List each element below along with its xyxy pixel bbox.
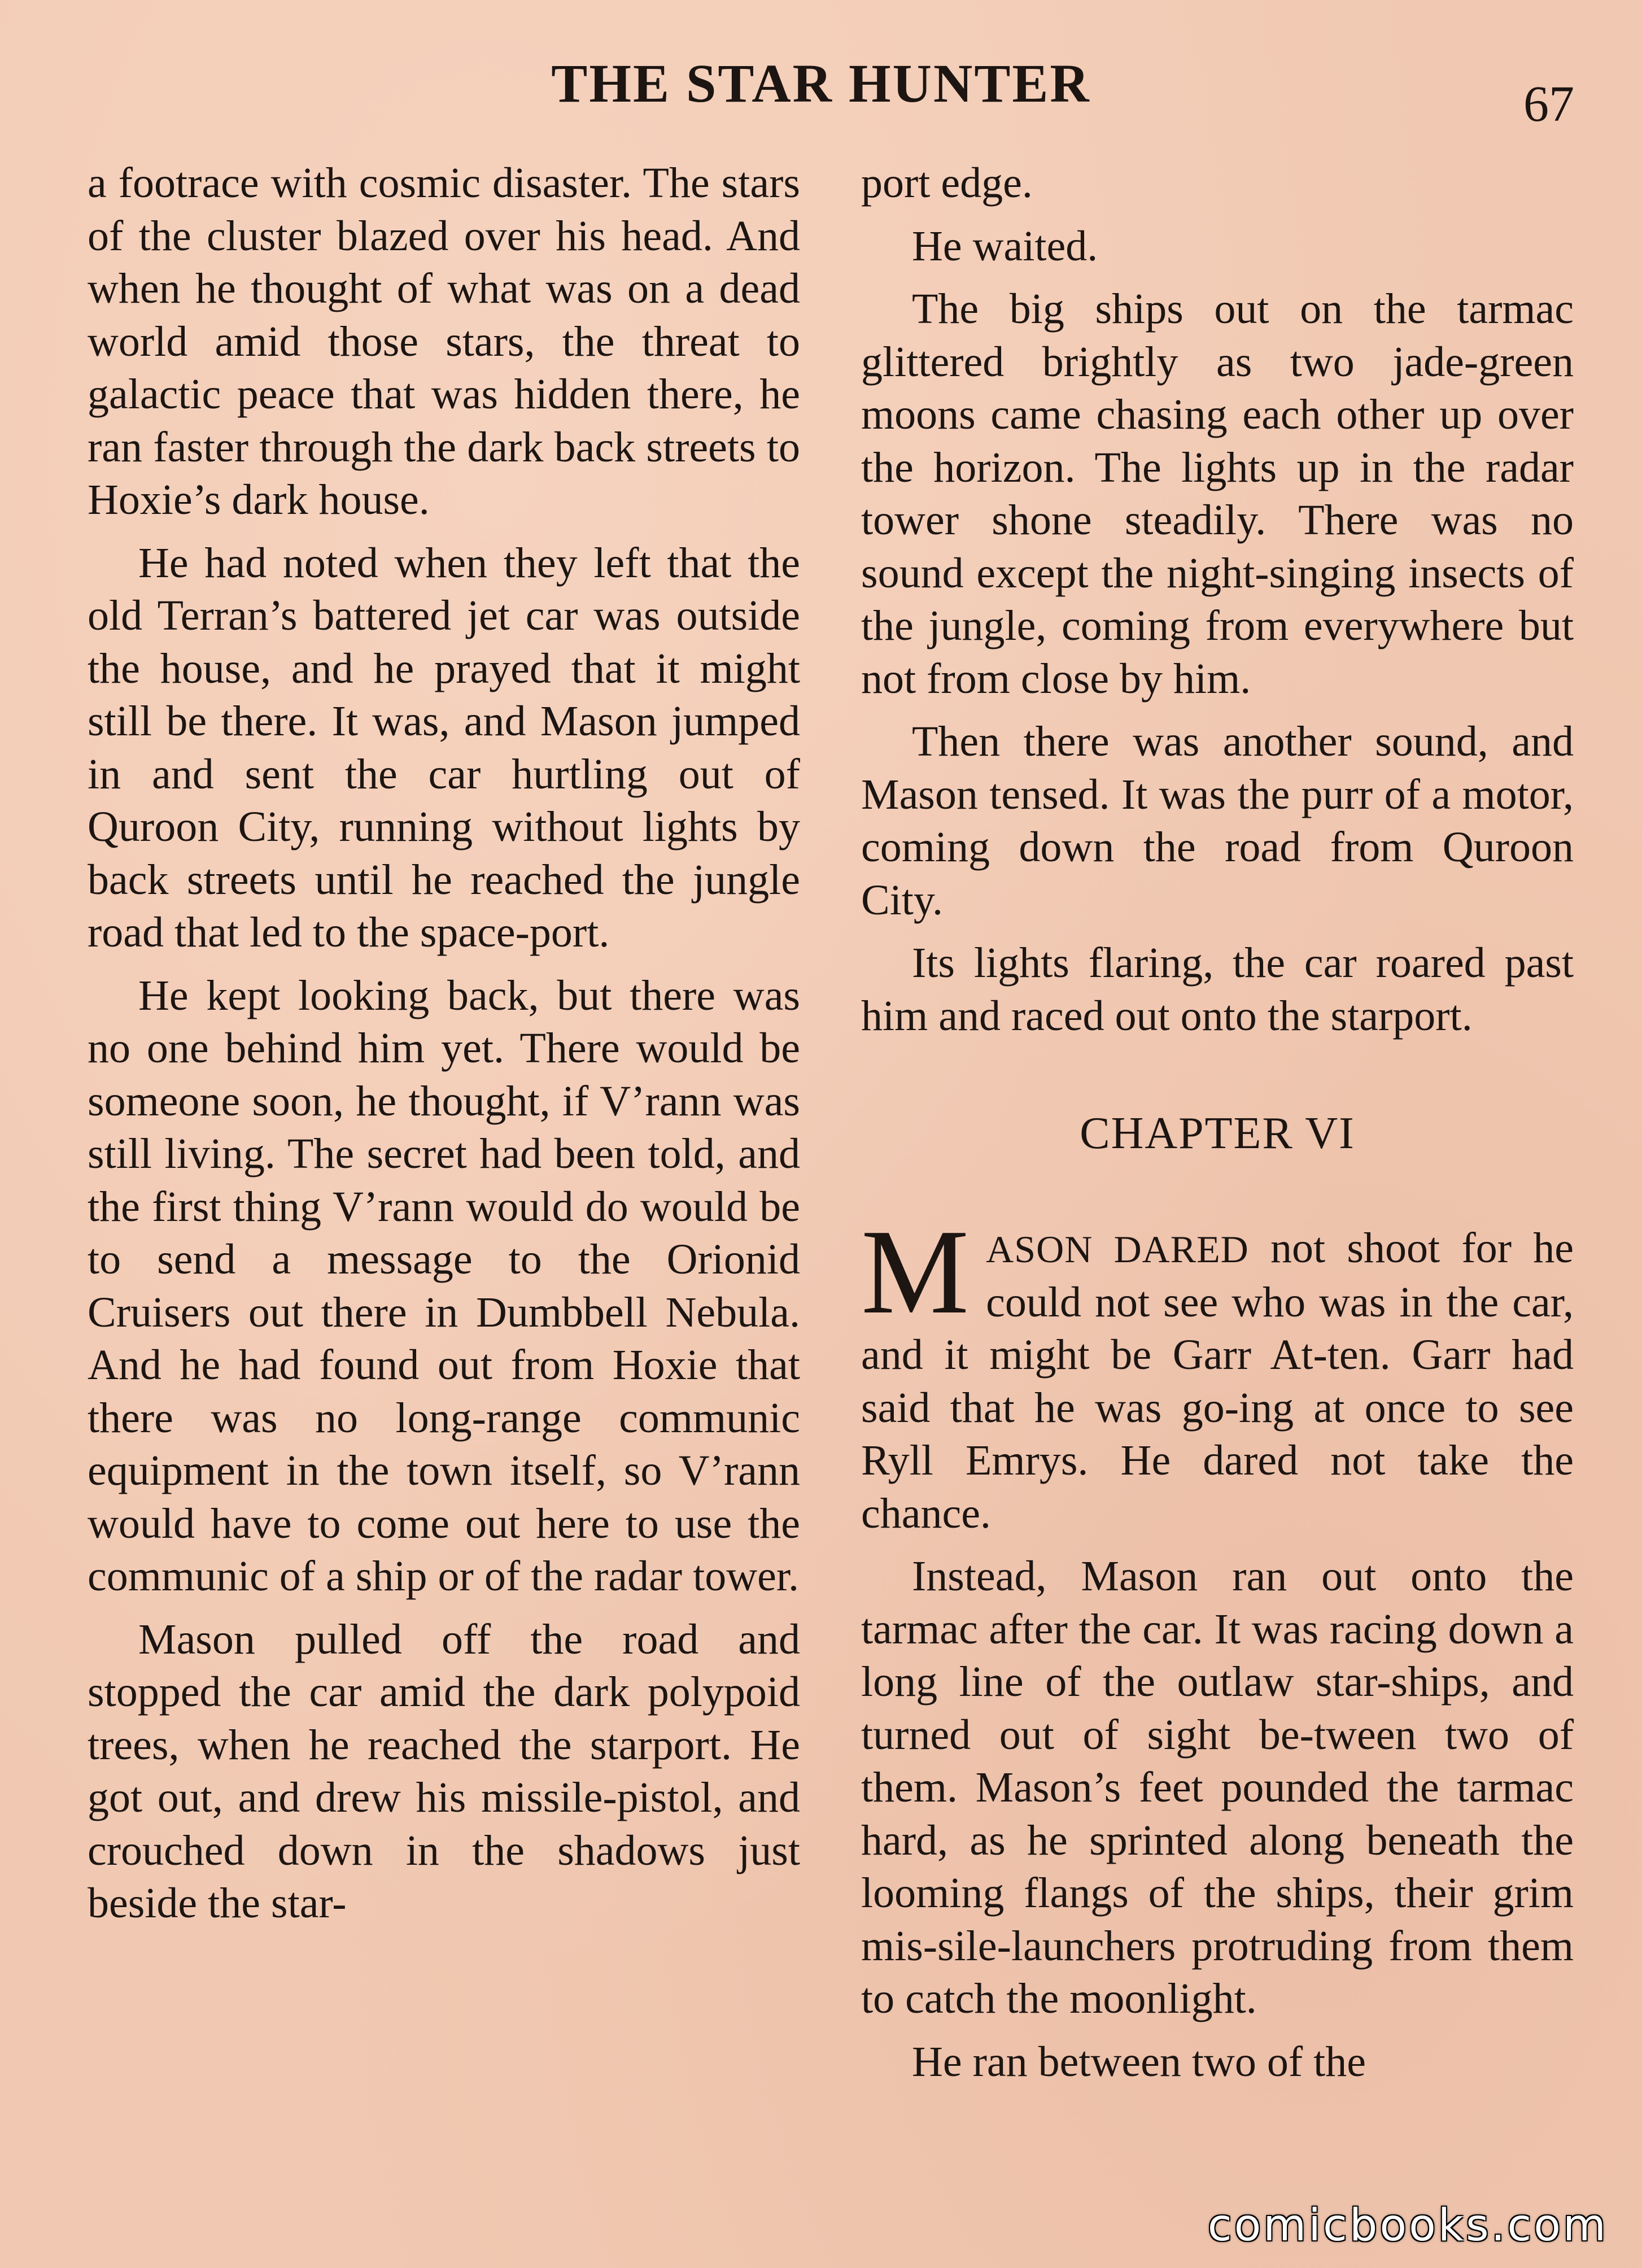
page-number: 67 [1523, 76, 1574, 132]
opening-text: not shoot for he could not see who was in the car, and it might be Garr At-ten. Garr had said that he was go-ing at once to see Ryll Emrys. He dared not take the chance. [861, 1224, 1574, 1537]
paragraph: port edge. [861, 159, 1033, 207]
paragraph: He ran between two of the [912, 2038, 1366, 2086]
running-title: THE STAR HUNTER [551, 53, 1091, 114]
drop-cap: M [861, 1204, 970, 1339]
paragraph: Its lights flaring, the car roared past him and raced out onto the starport. [861, 939, 1574, 1040]
paragraph: The big ships out on the tarmac glittered brightly as two jade-green moons came chasing each other up over the horizon. The lights up in the radar tower shone steadily. There was no sound except the night-singing insects of the jungle, coming from everywhere but not from close by him. [861, 285, 1574, 703]
site-watermark: comicbooks.com [1207, 2200, 1608, 2251]
chapter-opening-paragraph [861, 1204, 1574, 1540]
paragraph: Mason pulled off the road and stopped the car amid the dark polypoid trees, when he reached the starport. He got out, and drew his missile-pistol, and crouched down in the shadows just beside the star- [88, 1615, 800, 1927]
chapter-heading: CHAPTER VI [1080, 1109, 1355, 1158]
paragraph: a footrace with cosmic disaster. The stars of the cluster blazed over his head. And when he thought of what was on a dead world amid those stars, the threat to galactic peace that was hidden there, he ran faster through the dark back streets to Hoxie’s dark house. [88, 159, 800, 524]
right-text-column [861, 157, 1574, 2099]
paragraph: He waited. [912, 222, 1098, 270]
paragraph: Then there was another sound, and Mason tensed. It was the purr of a motor, coming down the road from Quroon City. [861, 718, 1574, 924]
opening-smallcaps: ASON DARED [986, 1228, 1249, 1271]
paragraph: He had noted when they left that the old Terran’s battered jet car was outside the house, and he prayed that it might still be there. It was, and Mason jumped in and sent the car hurtling out of Quroon City, running without lights by back streets until he reached the jungle road that led to the space-port. [88, 539, 800, 956]
left-text-column [88, 157, 800, 1940]
paragraph: Instead, Mason ran out onto the tarmac after the car. It was racing down a long line of the outlaw star-ships, and turned out of sight be-tween two of them. Mason’s feet pounded the tarmac hard, as he sprinted along beneath the looming flangs of the ships, their grim mis-sile-launchers protruding from them to catch the moonlight. [861, 1552, 1574, 2022]
paragraph: He kept looking back, but there was no one behind him yet. There would be someone soon, he thought, if V’rann was still living. The secret had been told, and the first thing V’rann would do would be to send a message to the Orionid Cruisers out there in Dumbbell Nebula. And he had found out from Hoxie that there was no long-range communic equipment in the town itself, so V’rann would have to come out here to use the communic of a ship or of the radar tower. [88, 971, 800, 1600]
